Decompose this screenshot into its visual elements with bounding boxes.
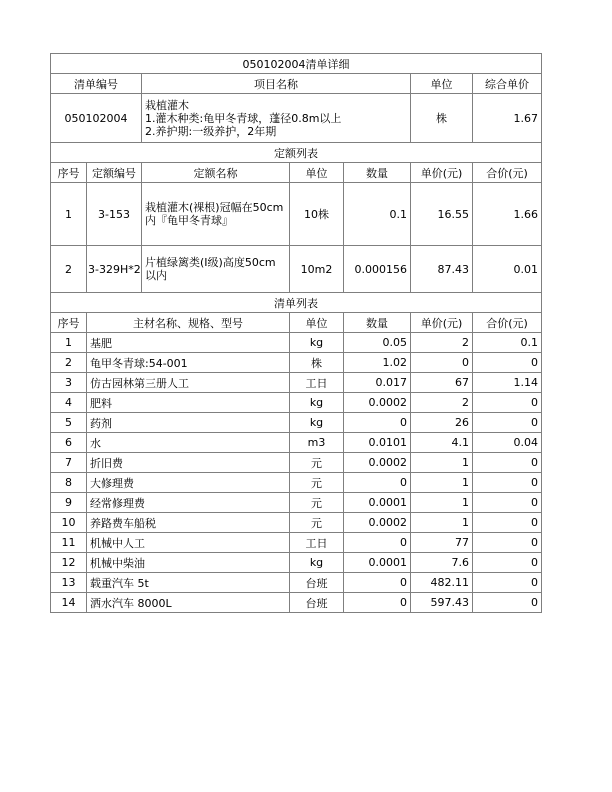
material-qty: 0.0002: [344, 453, 411, 473]
material-unit: kg: [290, 393, 344, 413]
material-unit: 工日: [290, 373, 344, 393]
material-seq: 4: [51, 393, 87, 413]
bill-header-name: 项目名称: [142, 74, 411, 94]
material-price: 26: [411, 413, 473, 433]
material-total: 0: [473, 573, 542, 593]
material-total: 0: [473, 413, 542, 433]
material-name: 经常修理费: [87, 493, 290, 513]
quota-total: 1.66: [473, 183, 542, 246]
material-row: [51, 353, 542, 373]
material-row: [51, 373, 542, 393]
material-price: 0: [411, 353, 473, 373]
bill-header-code: 清单编号: [51, 74, 142, 94]
material-seq: 5: [51, 413, 87, 433]
material-seq: 7: [51, 453, 87, 473]
material-total: 0: [473, 353, 542, 373]
list-header-seq: 序号: [51, 313, 87, 333]
material-qty: 0.017: [344, 373, 411, 393]
material-name: 载重汽车 5t: [87, 573, 290, 593]
quota-header-total: 合价(元): [473, 163, 542, 183]
bill-name-line: 栽植灌木: [145, 98, 189, 112]
material-total: 0.04: [473, 433, 542, 453]
material-price: 1: [411, 513, 473, 533]
quota-seq: 2: [51, 246, 87, 293]
material-unit: kg: [290, 553, 344, 573]
material-seq: 9: [51, 493, 87, 513]
material-total: 0: [473, 493, 542, 513]
quota-row: [51, 246, 542, 293]
material-row: [51, 433, 542, 453]
material-row: [51, 593, 542, 613]
material-name: 药剂: [87, 413, 290, 433]
quota-name: 栽植灌木(裸根)冠幅在50cm内『龟甲冬青球』: [142, 183, 290, 246]
material-price: 1: [411, 473, 473, 493]
quota-code: 3-153: [87, 183, 142, 246]
material-unit: 工日: [290, 533, 344, 553]
quota-row: [51, 183, 542, 246]
material-unit: m3: [290, 433, 344, 453]
material-name: 龟甲冬青球:54-001: [87, 353, 290, 373]
material-row: [51, 493, 542, 513]
material-name: 仿古园林第三册人工: [87, 373, 290, 393]
material-name: 洒水汽车 8000L: [87, 593, 290, 613]
quota-total: 0.01: [473, 246, 542, 293]
material-qty: 1.02: [344, 353, 411, 373]
bill-header-unit: 单位: [411, 74, 473, 94]
material-total: 0: [473, 453, 542, 473]
material-row: [51, 333, 542, 353]
material-price: 1: [411, 493, 473, 513]
quota-header-code: 定额编号: [87, 163, 142, 183]
bill-unit-price: 1.67: [473, 94, 542, 143]
material-seq: 3: [51, 373, 87, 393]
material-unit: 元: [290, 513, 344, 533]
material-qty: 0.0001: [344, 553, 411, 573]
material-qty: 0.0101: [344, 433, 411, 453]
material-price: 597.43: [411, 593, 473, 613]
material-name: 基肥: [87, 333, 290, 353]
material-unit: 元: [290, 473, 344, 493]
material-seq: 2: [51, 353, 87, 373]
material-qty: 0: [344, 593, 411, 613]
material-name: 大修理费: [87, 473, 290, 493]
material-seq: 13: [51, 573, 87, 593]
material-total: 0: [473, 533, 542, 553]
material-price: 77: [411, 533, 473, 553]
material-row: [51, 413, 542, 433]
quota-price: 87.43: [411, 246, 473, 293]
material-price: 482.11: [411, 573, 473, 593]
material-seq: 1: [51, 333, 87, 353]
material-row: [51, 513, 542, 533]
material-price: 2: [411, 393, 473, 413]
table-title: 050102004清单详细: [51, 54, 542, 74]
quota-header-qty: 数量: [344, 163, 411, 183]
bill-name-line: 2.养护期:一级养护，2年期: [145, 124, 277, 138]
material-row: [51, 533, 542, 553]
material-row: [51, 453, 542, 473]
material-seq: 11: [51, 533, 87, 553]
list-header-name: 主材名称、规格、型号: [87, 313, 290, 333]
quota-header-name: 定额名称: [142, 163, 290, 183]
quota-header-seq: 序号: [51, 163, 87, 183]
list-header-unit: 单位: [290, 313, 344, 333]
material-total: 1.14: [473, 373, 542, 393]
material-price: 2: [411, 333, 473, 353]
material-total: 0: [473, 593, 542, 613]
list-section-title: 清单列表: [51, 293, 542, 313]
material-name: 机械中人工: [87, 533, 290, 553]
quota-header-unit: 单位: [290, 163, 344, 183]
material-unit: 元: [290, 493, 344, 513]
bill-unit: 株: [411, 94, 473, 143]
material-qty: 0: [344, 533, 411, 553]
material-unit: 台班: [290, 573, 344, 593]
bill-code: 050102004: [51, 94, 142, 143]
material-price: 67: [411, 373, 473, 393]
material-qty: 0.05: [344, 333, 411, 353]
material-total: 0: [473, 473, 542, 493]
material-qty: 0.0002: [344, 393, 411, 413]
list-header-qty: 数量: [344, 313, 411, 333]
bill-detail-table: [50, 53, 542, 613]
material-seq: 6: [51, 433, 87, 453]
list-header-total: 合价(元): [473, 313, 542, 333]
material-name: 养路费车船税: [87, 513, 290, 533]
quota-name: 片植绿篱类(I级)高度50cm以内: [142, 246, 290, 293]
material-row: [51, 393, 542, 413]
material-unit: kg: [290, 333, 344, 353]
quota-seq: 1: [51, 183, 87, 246]
material-name: 折旧费: [87, 453, 290, 473]
material-qty: 0: [344, 473, 411, 493]
bill-name-line: 1.灌木种类:龟甲冬青球，蓬径0.8m以上: [145, 111, 342, 125]
quota-unit: 10m2: [290, 246, 344, 293]
material-row: [51, 473, 542, 493]
material-price: 4.1: [411, 433, 473, 453]
materials-list: [51, 333, 542, 613]
material-unit: kg: [290, 413, 344, 433]
material-qty: 0.0002: [344, 513, 411, 533]
material-qty: 0.0001: [344, 493, 411, 513]
material-qty: 0: [344, 573, 411, 593]
material-seq: 14: [51, 593, 87, 613]
material-unit: 台班: [290, 593, 344, 613]
quota-qty: 0.000156: [344, 246, 411, 293]
bill-header-unit-price: 综合单价: [473, 74, 542, 94]
material-seq: 8: [51, 473, 87, 493]
material-seq: 12: [51, 553, 87, 573]
material-price: 1: [411, 453, 473, 473]
material-name: 机械中柴油: [87, 553, 290, 573]
bill-description: [142, 94, 411, 143]
quota-unit: 10株: [290, 183, 344, 246]
quota-price: 16.55: [411, 183, 473, 246]
material-total: 0: [473, 393, 542, 413]
material-total: 0: [473, 553, 542, 573]
material-row: [51, 573, 542, 593]
quota-header-price: 单价(元): [411, 163, 473, 183]
material-price: 7.6: [411, 553, 473, 573]
material-row: [51, 553, 542, 573]
material-seq: 10: [51, 513, 87, 533]
quota-section-title: 定额列表: [51, 143, 542, 163]
material-total: 0: [473, 513, 542, 533]
quota-qty: 0.1: [344, 183, 411, 246]
material-name: 水: [87, 433, 290, 453]
list-header-price: 单价(元): [411, 313, 473, 333]
material-unit: 株: [290, 353, 344, 373]
quota-code: 3-329H*2: [87, 246, 142, 293]
material-unit: 元: [290, 453, 344, 473]
material-name: 肥料: [87, 393, 290, 413]
material-qty: 0: [344, 413, 411, 433]
material-total: 0.1: [473, 333, 542, 353]
